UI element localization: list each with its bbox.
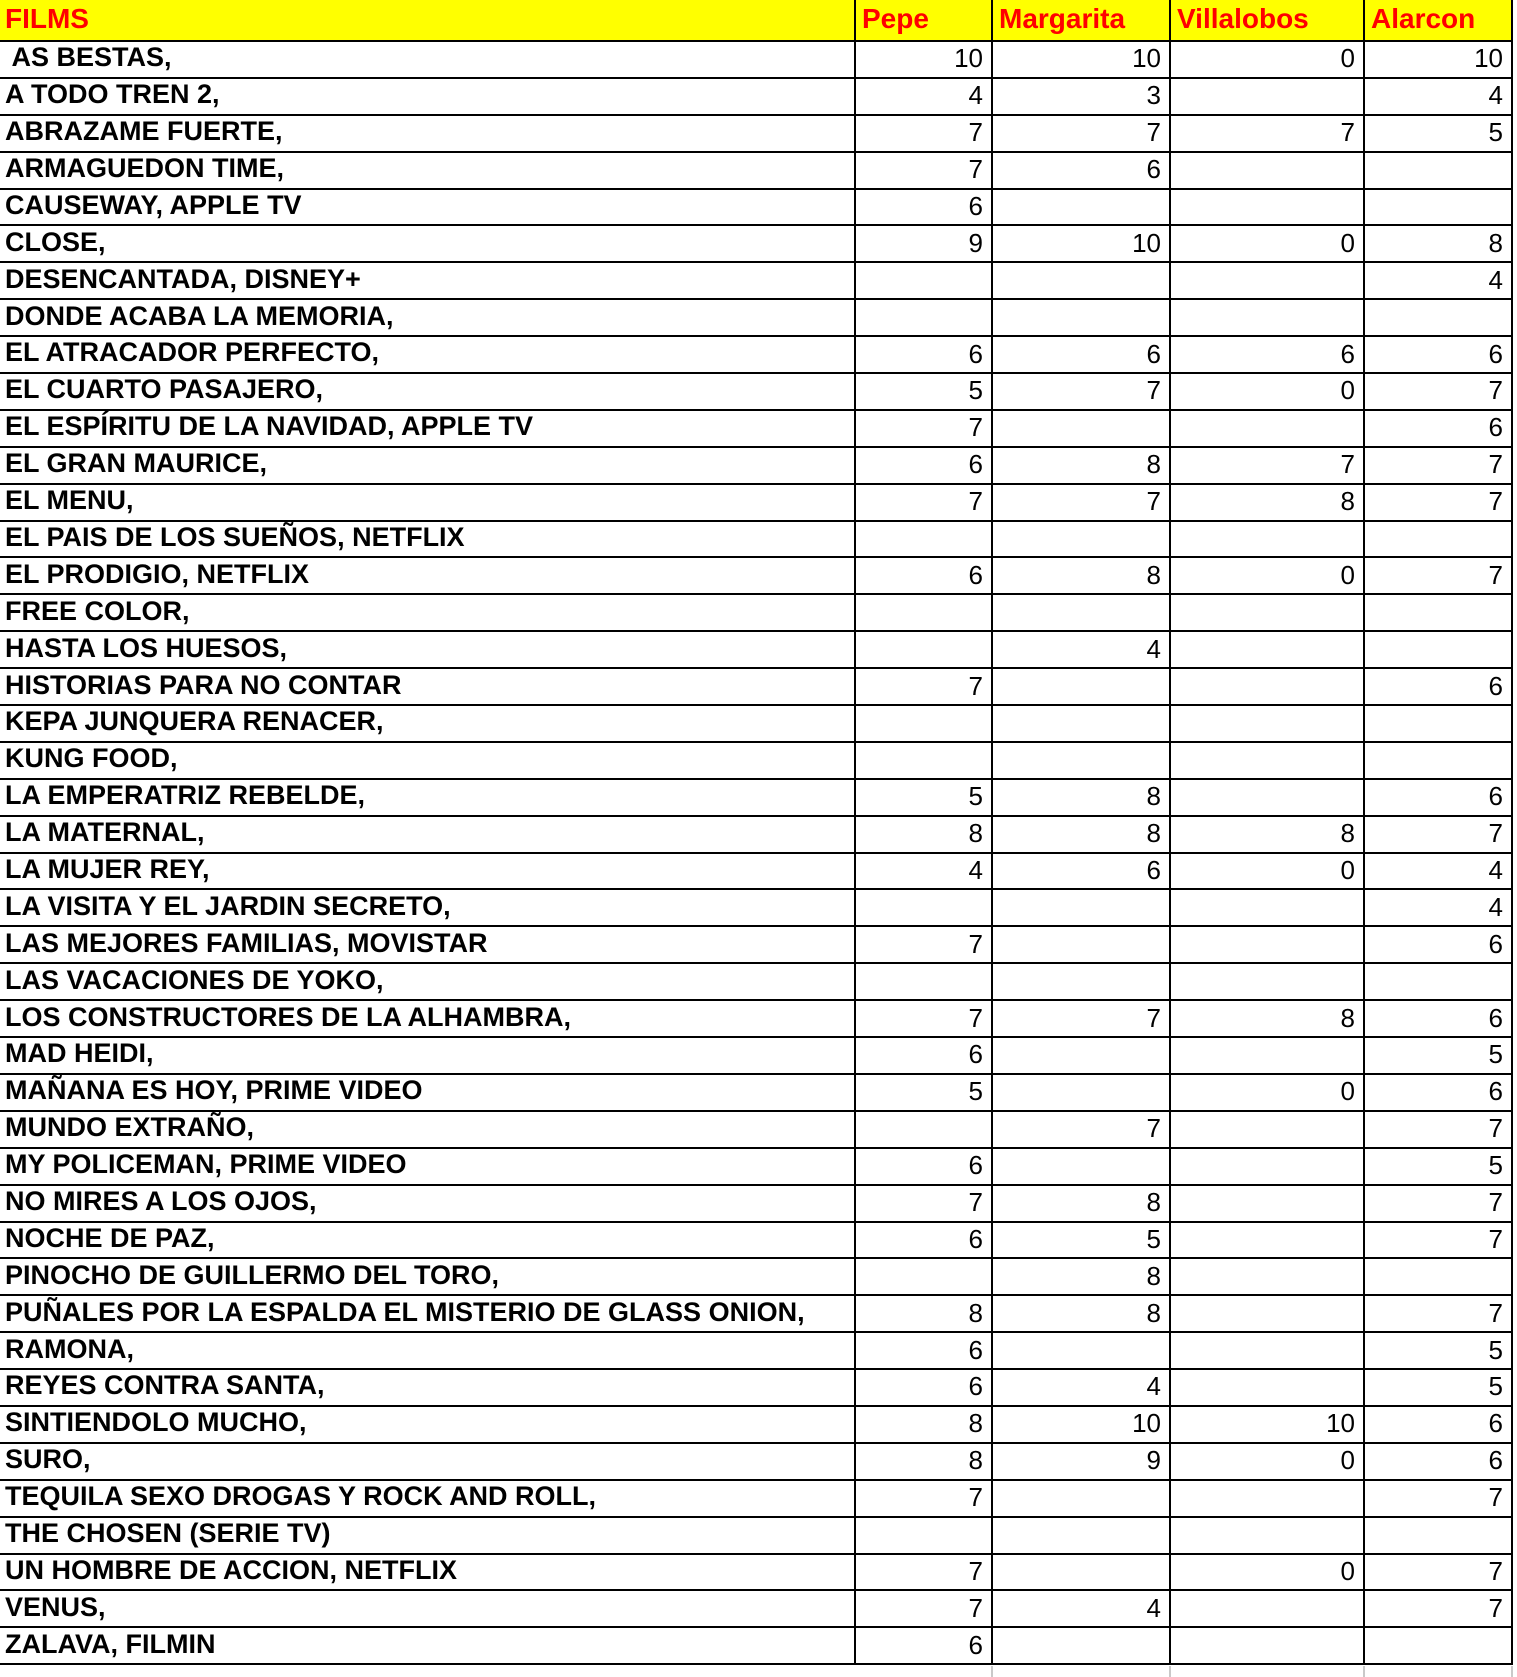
score-cell-pepe[interactable]: 7 [856, 1591, 993, 1628]
film-cell[interactable]: FREE COLOR, [0, 595, 856, 632]
score-cell-villalobos[interactable]: 0 [1171, 1444, 1365, 1481]
score-cell-villalobos[interactable] [1171, 300, 1365, 337]
score-cell-alarcon[interactable]: 6 [1365, 1075, 1513, 1112]
score-cell-margarita[interactable]: 8 [993, 558, 1171, 595]
film-cell[interactable]: VENUS, [0, 1591, 856, 1628]
score-cell-pepe[interactable] [856, 743, 993, 780]
score-cell-alarcon[interactable]: 5 [1365, 1333, 1513, 1370]
score-cell-margarita[interactable] [993, 669, 1171, 706]
film-cell[interactable]: EL ESPÍRITU DE LA NAVIDAD, APPLE TV [0, 411, 856, 448]
score-cell-pepe[interactable] [856, 632, 993, 669]
column-header-villalobos[interactable]: Villalobos [1171, 0, 1365, 42]
score-cell-alarcon[interactable] [1365, 522, 1513, 559]
score-cell-alarcon[interactable]: 7 [1365, 1112, 1513, 1149]
score-cell-pepe[interactable] [856, 1518, 993, 1555]
score-cell-alarcon[interactable]: 6 [1365, 780, 1513, 817]
score-cell-margarita[interactable] [993, 522, 1171, 559]
film-cell[interactable]: PUÑALES POR LA ESPALDA EL MISTERIO DE GLASS ONION, [0, 1296, 856, 1333]
score-cell-pepe[interactable]: 7 [856, 485, 993, 522]
score-cell-villalobos[interactable] [1171, 632, 1365, 669]
score-cell-villalobos[interactable]: 0 [1171, 854, 1365, 891]
partial-row-gridlines [0, 1666, 1517, 1677]
score-cell-villalobos[interactable] [1171, 1259, 1365, 1296]
score-cell-villalobos[interactable] [1171, 595, 1365, 632]
score-cell-pepe[interactable] [856, 964, 993, 1001]
score-cell-villalobos[interactable]: 0 [1171, 374, 1365, 411]
film-cell[interactable]: MUNDO EXTRAÑO, [0, 1112, 856, 1149]
score-cell-margarita[interactable] [993, 1555, 1171, 1592]
score-cell-pepe[interactable]: 6 [856, 190, 993, 227]
score-cell-margarita[interactable] [993, 927, 1171, 964]
score-cell-margarita[interactable] [993, 300, 1171, 337]
score-cell-margarita[interactable]: 7 [993, 1112, 1171, 1149]
score-cell-villalobos[interactable] [1171, 1628, 1365, 1665]
score-cell-alarcon[interactable]: 7 [1365, 1555, 1513, 1592]
film-cell[interactable]: LA MUJER REY, [0, 854, 856, 891]
score-cell-pepe[interactable]: 6 [856, 1149, 993, 1186]
film-cell[interactable]: PINOCHO DE GUILLERMO DEL TORO, [0, 1259, 856, 1296]
film-cell[interactable]: MAD HEIDI, [0, 1038, 856, 1075]
score-cell-margarita[interactable] [993, 706, 1171, 743]
score-cell-villalobos[interactable] [1171, 1296, 1365, 1333]
score-cell-margarita[interactable] [993, 1149, 1171, 1186]
film-cell[interactable]: NO MIRES A LOS OJOS, [0, 1186, 856, 1223]
score-cell-pepe[interactable]: 4 [856, 79, 993, 116]
column-header-films[interactable]: FILMS [0, 0, 856, 42]
score-cell-pepe[interactable]: 8 [856, 1407, 993, 1444]
score-cell-alarcon[interactable]: 7 [1365, 1591, 1513, 1628]
score-cell-villalobos[interactable] [1171, 780, 1365, 817]
gridline-stub [1169, 1666, 1171, 1677]
score-cell-margarita[interactable]: 8 [993, 448, 1171, 485]
score-cell-alarcon[interactable]: 6 [1365, 411, 1513, 448]
score-cell-villalobos[interactable] [1171, 964, 1365, 1001]
score-cell-alarcon[interactable]: 4 [1365, 890, 1513, 927]
film-cell[interactable]: UN HOMBRE DE ACCION, NETFLIX [0, 1555, 856, 1592]
score-cell-margarita[interactable] [993, 263, 1171, 300]
score-cell-pepe[interactable] [856, 706, 993, 743]
score-cell-pepe[interactable]: 7 [856, 927, 993, 964]
score-cell-pepe[interactable]: 7 [856, 1555, 993, 1592]
score-cell-pepe[interactable] [856, 263, 993, 300]
score-cell-villalobos[interactable] [1171, 190, 1365, 227]
score-cell-margarita[interactable]: 10 [993, 1407, 1171, 1444]
score-cell-pepe[interactable] [856, 890, 993, 927]
score-cell-villalobos[interactable] [1171, 1370, 1365, 1407]
score-cell-margarita[interactable]: 3 [993, 79, 1171, 116]
film-cell[interactable]: LAS MEJORES FAMILIAS, MOVISTAR [0, 927, 856, 964]
film-cell[interactable]: MAÑANA ES HOY, PRIME VIDEO [0, 1075, 856, 1112]
score-cell-villalobos[interactable]: 0 [1171, 558, 1365, 595]
score-cell-villalobos[interactable]: 0 [1171, 42, 1365, 79]
score-cell-alarcon[interactable] [1365, 1259, 1513, 1296]
film-cell[interactable]: TEQUILA SEXO DROGAS Y ROCK AND ROLL, [0, 1481, 856, 1518]
column-header-margarita[interactable]: Margarita [993, 0, 1171, 42]
score-cell-margarita[interactable]: 7 [993, 485, 1171, 522]
film-cell[interactable]: EL CUARTO PASAJERO, [0, 374, 856, 411]
score-cell-margarita[interactable] [993, 743, 1171, 780]
column-header-alarcon[interactable]: Alarcon [1365, 0, 1513, 42]
score-cell-pepe[interactable]: 7 [856, 153, 993, 190]
score-cell-pepe[interactable]: 10 [856, 42, 993, 79]
score-cell-alarcon[interactable] [1365, 595, 1513, 632]
score-cell-villalobos[interactable] [1171, 890, 1365, 927]
score-cell-margarita[interactable]: 9 [993, 1444, 1171, 1481]
gridline-stub [1363, 1666, 1365, 1677]
score-cell-alarcon[interactable]: 7 [1365, 817, 1513, 854]
score-cell-villalobos[interactable] [1171, 411, 1365, 448]
score-cell-alarcon[interactable] [1365, 632, 1513, 669]
score-cell-alarcon[interactable]: 5 [1365, 1038, 1513, 1075]
score-cell-alarcon[interactable]: 7 [1365, 558, 1513, 595]
score-cell-alarcon[interactable]: 4 [1365, 79, 1513, 116]
film-cell[interactable]: HISTORIAS PARA NO CONTAR [0, 669, 856, 706]
score-cell-pepe[interactable]: 8 [856, 1444, 993, 1481]
film-cell[interactable]: ABRAZAME FUERTE, [0, 116, 856, 153]
score-cell-margarita[interactable] [993, 890, 1171, 927]
film-cell[interactable]: LA EMPERATRIZ REBELDE, [0, 780, 856, 817]
score-cell-alarcon[interactable] [1365, 743, 1513, 780]
score-cell-alarcon[interactable]: 6 [1365, 1407, 1513, 1444]
score-cell-pepe[interactable]: 5 [856, 780, 993, 817]
score-cell-alarcon[interactable] [1365, 300, 1513, 337]
film-cell[interactable]: LAS VACACIONES DE YOKO, [0, 964, 856, 1001]
score-cell-margarita[interactable] [993, 1038, 1171, 1075]
score-cell-alarcon[interactable]: 5 [1365, 116, 1513, 153]
score-cell-alarcon[interactable] [1365, 1518, 1513, 1555]
film-cell[interactable]: LA VISITA Y EL JARDIN SECRETO, [0, 890, 856, 927]
score-cell-margarita[interactable] [993, 595, 1171, 632]
score-cell-alarcon[interactable] [1365, 153, 1513, 190]
score-cell-pepe[interactable] [856, 595, 993, 632]
score-cell-margarita[interactable]: 8 [993, 1296, 1171, 1333]
film-cell[interactable]: CLOSE, [0, 226, 856, 263]
score-cell-pepe[interactable]: 7 [856, 116, 993, 153]
score-cell-pepe[interactable]: 7 [856, 1186, 993, 1223]
score-cell-alarcon[interactable]: 5 [1365, 1149, 1513, 1186]
score-cell-pepe[interactable]: 8 [856, 817, 993, 854]
score-cell-margarita[interactable]: 8 [993, 780, 1171, 817]
score-cell-alarcon[interactable]: 4 [1365, 263, 1513, 300]
score-cell-alarcon[interactable]: 6 [1365, 1001, 1513, 1038]
score-cell-villalobos[interactable] [1171, 1333, 1365, 1370]
score-cell-margarita[interactable] [993, 1333, 1171, 1370]
score-cell-alarcon[interactable]: 7 [1365, 448, 1513, 485]
film-cell[interactable]: LA MATERNAL, [0, 817, 856, 854]
gridline-stub [991, 1666, 993, 1677]
score-cell-margarita[interactable]: 7 [993, 374, 1171, 411]
score-cell-pepe[interactable]: 6 [856, 337, 993, 374]
gridline-stub [1511, 1666, 1513, 1677]
score-cell-alarcon[interactable] [1365, 190, 1513, 227]
score-cell-villalobos[interactable]: 0 [1171, 1555, 1365, 1592]
score-cell-pepe[interactable]: 5 [856, 374, 993, 411]
score-cell-villalobos[interactable]: 7 [1171, 116, 1365, 153]
film-cell[interactable]: RAMONA, [0, 1333, 856, 1370]
film-cell[interactable]: KEPA JUNQUERA RENACER, [0, 706, 856, 743]
film-cell[interactable]: A TODO TREN 2, [0, 79, 856, 116]
score-cell-pepe[interactable]: 6 [856, 1223, 993, 1260]
score-cell-alarcon[interactable] [1365, 964, 1513, 1001]
score-cell-margarita[interactable]: 7 [993, 116, 1171, 153]
score-cell-alarcon[interactable]: 10 [1365, 42, 1513, 79]
score-cell-alarcon[interactable]: 5 [1365, 1370, 1513, 1407]
score-cell-pepe[interactable] [856, 1112, 993, 1149]
film-cell[interactable]: DONDE ACABA LA MEMORIA, [0, 300, 856, 337]
score-cell-alarcon[interactable]: 7 [1365, 485, 1513, 522]
film-cell[interactable]: CAUSEWAY, APPLE TV [0, 190, 856, 227]
film-cell[interactable]: LOS CONSTRUCTORES DE LA ALHAMBRA, [0, 1001, 856, 1038]
score-cell-villalobos[interactable]: 6 [1171, 337, 1365, 374]
score-cell-margarita[interactable] [993, 1075, 1171, 1112]
film-cell[interactable]: EL MENU, [0, 485, 856, 522]
score-cell-margarita[interactable] [993, 1518, 1171, 1555]
score-cell-margarita[interactable]: 6 [993, 153, 1171, 190]
film-cell[interactable]: DESENCANTADA, DISNEY+ [0, 263, 856, 300]
score-cell-margarita[interactable]: 8 [993, 1259, 1171, 1296]
film-cell[interactable]: ZALAVA, FILMIN [0, 1628, 856, 1665]
score-cell-margarita[interactable] [993, 190, 1171, 227]
score-cell-margarita[interactable]: 4 [993, 632, 1171, 669]
film-cell[interactable]: AS BESTAS, [0, 42, 856, 79]
score-cell-villalobos[interactable] [1171, 1149, 1365, 1186]
score-cell-alarcon[interactable]: 6 [1365, 669, 1513, 706]
score-cell-villalobos[interactable] [1171, 1038, 1365, 1075]
score-cell-villalobos[interactable] [1171, 263, 1365, 300]
score-cell-pepe[interactable]: 6 [856, 1333, 993, 1370]
score-cell-margarita[interactable]: 10 [993, 226, 1171, 263]
film-cell[interactable]: NOCHE DE PAZ, [0, 1223, 856, 1260]
score-cell-pepe[interactable] [856, 522, 993, 559]
score-cell-villalobos[interactable]: 8 [1171, 485, 1365, 522]
film-cell[interactable]: HASTA LOS HUESOS, [0, 632, 856, 669]
score-cell-alarcon[interactable]: 7 [1365, 1186, 1513, 1223]
score-cell-alarcon[interactable]: 7 [1365, 1296, 1513, 1333]
score-cell-pepe[interactable]: 7 [856, 1001, 993, 1038]
score-cell-margarita[interactable]: 4 [993, 1370, 1171, 1407]
score-cell-villalobos[interactable]: 10 [1171, 1407, 1365, 1444]
score-cell-pepe[interactable]: 8 [856, 1296, 993, 1333]
score-cell-pepe[interactable] [856, 1259, 993, 1296]
score-cell-villalobos[interactable] [1171, 79, 1365, 116]
score-cell-pepe[interactable]: 6 [856, 558, 993, 595]
score-cell-pepe[interactable]: 6 [856, 1370, 993, 1407]
score-cell-villalobos[interactable]: 7 [1171, 448, 1365, 485]
score-cell-villalobos[interactable] [1171, 1518, 1365, 1555]
score-cell-villalobos[interactable] [1171, 1591, 1365, 1628]
score-cell-alarcon[interactable]: 4 [1365, 854, 1513, 891]
film-cell[interactable]: REYES CONTRA SANTA, [0, 1370, 856, 1407]
film-cell[interactable]: ARMAGUEDON TIME, [0, 153, 856, 190]
score-cell-villalobos[interactable]: 0 [1171, 1075, 1365, 1112]
film-cell[interactable]: SURO, [0, 1444, 856, 1481]
score-cell-villalobos[interactable] [1171, 669, 1365, 706]
score-cell-villalobos[interactable] [1171, 706, 1365, 743]
score-cell-villalobos[interactable]: 8 [1171, 817, 1365, 854]
score-cell-alarcon[interactable]: 6 [1365, 927, 1513, 964]
score-cell-margarita[interactable]: 6 [993, 854, 1171, 891]
film-cell[interactable]: SINTIENDOLO MUCHO, [0, 1407, 856, 1444]
score-cell-alarcon[interactable]: 6 [1365, 337, 1513, 374]
column-header-pepe[interactable]: Pepe [856, 0, 993, 42]
score-cell-pepe[interactable]: 7 [856, 669, 993, 706]
score-cell-pepe[interactable] [856, 300, 993, 337]
score-cell-alarcon[interactable]: 7 [1365, 374, 1513, 411]
score-cell-margarita[interactable]: 6 [993, 337, 1171, 374]
score-cell-pepe[interactable]: 9 [856, 226, 993, 263]
score-cell-villalobos[interactable]: 0 [1171, 226, 1365, 263]
score-cell-alarcon[interactable]: 7 [1365, 1481, 1513, 1518]
score-cell-margarita[interactable]: 8 [993, 817, 1171, 854]
score-cell-margarita[interactable] [993, 1481, 1171, 1518]
score-cell-villalobos[interactable] [1171, 522, 1365, 559]
score-cell-pepe[interactable]: 7 [856, 1481, 993, 1518]
score-cell-margarita[interactable] [993, 411, 1171, 448]
film-cell[interactable]: EL ATRACADOR PERFECTO, [0, 337, 856, 374]
score-cell-margarita[interactable]: 8 [993, 1186, 1171, 1223]
score-cell-villalobos[interactable] [1171, 1186, 1365, 1223]
film-cell[interactable]: MY POLICEMAN, PRIME VIDEO [0, 1149, 856, 1186]
score-cell-pepe[interactable]: 6 [856, 1038, 993, 1075]
film-cell[interactable]: THE CHOSEN (SERIE TV) [0, 1518, 856, 1555]
score-cell-villalobos[interactable] [1171, 1223, 1365, 1260]
score-cell-pepe[interactable]: 6 [856, 448, 993, 485]
film-cell[interactable]: EL GRAN MAURICE, [0, 448, 856, 485]
score-cell-pepe[interactable]: 7 [856, 411, 993, 448]
score-cell-margarita[interactable] [993, 964, 1171, 1001]
score-cell-pepe[interactable]: 6 [856, 1628, 993, 1665]
film-cell[interactable]: KUNG FOOD, [0, 743, 856, 780]
score-cell-alarcon[interactable]: 6 [1365, 1444, 1513, 1481]
score-cell-alarcon[interactable]: 7 [1365, 1223, 1513, 1260]
score-cell-villalobos[interactable] [1171, 153, 1365, 190]
score-cell-alarcon[interactable]: 8 [1365, 226, 1513, 263]
score-cell-pepe[interactable]: 5 [856, 1075, 993, 1112]
film-cell[interactable]: EL PRODIGIO, NETFLIX [0, 558, 856, 595]
film-cell[interactable]: EL PAIS DE LOS SUEÑOS, NETFLIX [0, 522, 856, 559]
score-cell-villalobos[interactable] [1171, 1481, 1365, 1518]
score-cell-pepe[interactable]: 4 [856, 854, 993, 891]
score-cell-margarita[interactable]: 10 [993, 42, 1171, 79]
score-cell-margarita[interactable]: 7 [993, 1001, 1171, 1038]
score-cell-margarita[interactable]: 4 [993, 1591, 1171, 1628]
score-cell-villalobos[interactable] [1171, 1112, 1365, 1149]
score-cell-villalobos[interactable] [1171, 927, 1365, 964]
score-cell-margarita[interactable] [993, 1628, 1171, 1665]
score-cell-margarita[interactable]: 5 [993, 1223, 1171, 1260]
score-cell-alarcon[interactable] [1365, 1628, 1513, 1665]
score-cell-alarcon[interactable] [1365, 706, 1513, 743]
score-cell-villalobos[interactable] [1171, 743, 1365, 780]
score-cell-villalobos[interactable]: 8 [1171, 1001, 1365, 1038]
